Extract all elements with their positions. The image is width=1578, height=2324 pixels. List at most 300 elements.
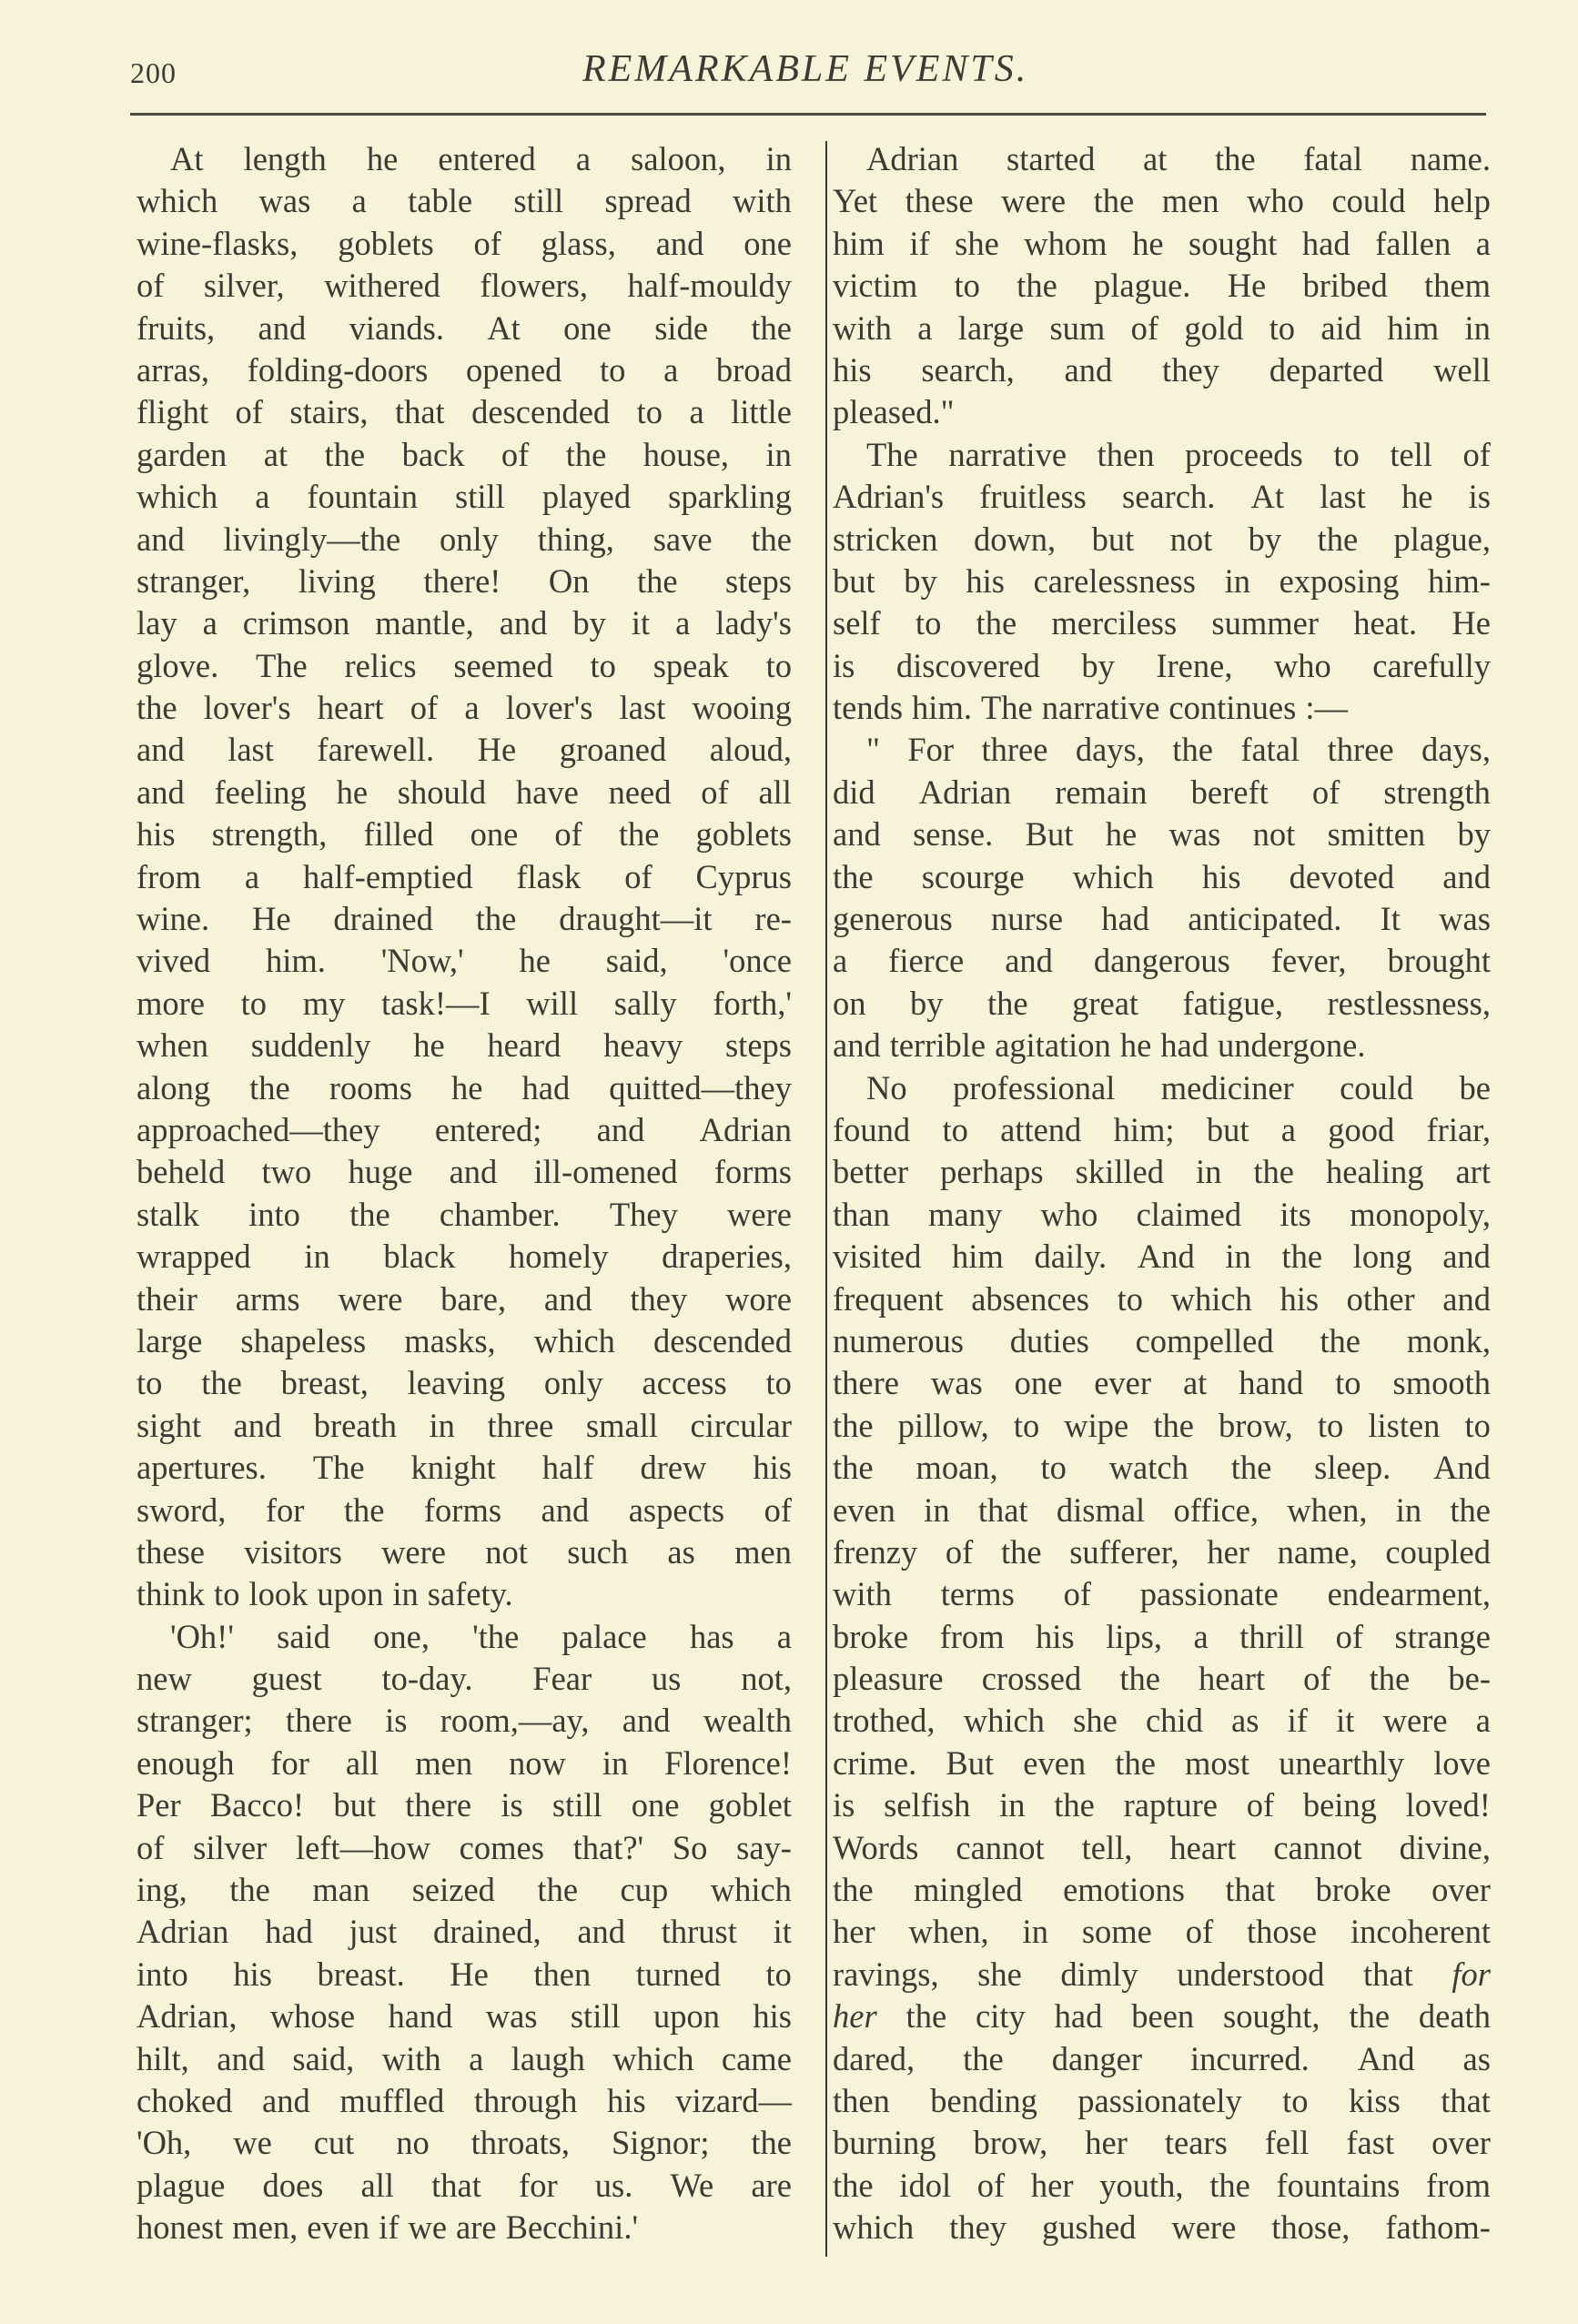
word: that [1363, 1955, 1413, 1993]
word: sword, [137, 1490, 227, 1529]
word: help [1433, 182, 1491, 220]
word: the [1349, 1997, 1391, 2036]
word: shapeless [240, 1321, 367, 1359]
word: But [1025, 815, 1074, 854]
word: along [137, 1068, 211, 1106]
word: kiss [1348, 2081, 1401, 2119]
word: lover's [505, 689, 593, 727]
text-line [833, 1236, 1491, 1278]
word: fruitless [979, 478, 1087, 516]
word: was [1439, 900, 1491, 938]
word: a [1475, 224, 1491, 262]
word: On [548, 561, 590, 600]
word: in [1022, 1913, 1048, 1951]
word: heart [317, 689, 384, 727]
word: He [1452, 604, 1491, 642]
word: loved! [1405, 1786, 1491, 1824]
word: tears [1164, 2124, 1228, 2162]
word: had [1054, 1997, 1103, 2036]
word: came [721, 2039, 792, 2077]
word: over [1431, 1871, 1491, 1909]
word: mediciner [1160, 1068, 1294, 1106]
word: danger [1051, 2039, 1143, 2077]
word: her [833, 1997, 877, 2036]
word: It [1380, 900, 1401, 938]
word: generous [833, 900, 953, 938]
word: whose [269, 1997, 356, 2036]
word: :— [1305, 689, 1348, 727]
word: to [1464, 1406, 1491, 1444]
word: the [833, 1406, 874, 1444]
word: thrust [661, 1913, 737, 1951]
text-line [137, 1109, 792, 1151]
word: farewell. [317, 731, 435, 769]
word: his [137, 815, 176, 854]
word: but [833, 561, 875, 600]
word: undergone. [1217, 1026, 1366, 1065]
word: monk, [1406, 1321, 1491, 1359]
word: understood [1177, 1955, 1325, 1993]
word: stranger, [137, 561, 251, 600]
text-line [833, 1278, 1491, 1320]
word: which [710, 1871, 792, 1909]
word: one [563, 308, 612, 347]
word: in [1195, 1153, 1222, 1191]
word: being [1302, 1786, 1377, 1824]
word: one [1014, 1364, 1063, 1402]
word: narrative [1041, 689, 1160, 727]
word: fatigue, [1182, 984, 1284, 1022]
word: to [137, 1364, 163, 1402]
word: men [734, 1532, 792, 1571]
word: but [1206, 1110, 1249, 1148]
word: of [235, 393, 263, 431]
word: a [917, 308, 933, 347]
word: the [963, 2039, 1004, 2077]
word: At [1250, 478, 1284, 516]
word: and [577, 1913, 626, 1951]
word: the [987, 984, 1028, 1022]
word: look [248, 1575, 309, 1613]
word: by [910, 984, 944, 1022]
word: the [324, 435, 366, 473]
word: into [137, 1955, 188, 1993]
word: love [1433, 1743, 1491, 1782]
word: a [663, 350, 679, 389]
word: which [963, 1702, 1045, 1740]
word: were [727, 1195, 792, 1233]
word: was [930, 1364, 983, 1402]
word: men [1161, 182, 1219, 220]
word: and [1442, 857, 1491, 895]
word: last [228, 731, 274, 769]
text-line [833, 308, 1491, 349]
word: were [1382, 1702, 1448, 1740]
word: self [833, 604, 881, 642]
word: Adrian [699, 1110, 792, 1148]
word: well [1433, 350, 1491, 389]
word: think [137, 1575, 206, 1613]
word: fallen [1375, 224, 1452, 262]
word: merciless [1051, 604, 1178, 642]
word: hilt, [137, 2039, 189, 2077]
word: her [1030, 2166, 1074, 2204]
word: drew [640, 1449, 707, 1487]
text-line [137, 1236, 792, 1278]
word: viands. [349, 308, 444, 347]
word: goblets [338, 224, 434, 262]
word: 'once [723, 942, 792, 980]
word: Signor; [611, 2124, 710, 2162]
word: safety. [427, 1575, 513, 1613]
word: youth, [1099, 2166, 1184, 2204]
text-line [137, 772, 792, 813]
word: large [957, 308, 1025, 347]
word: bare, [440, 1279, 507, 1318]
word: name. [1410, 140, 1491, 177]
word: incurred. [1190, 2039, 1310, 2077]
word: these [137, 1532, 205, 1571]
word: the [1000, 1532, 1042, 1571]
word: Words [833, 1828, 919, 1866]
word: scourge [921, 857, 1025, 895]
word: could [1340, 1068, 1414, 1106]
word: gold [1184, 308, 1244, 347]
word: 'Oh, [137, 2124, 192, 2162]
word: Adrian [918, 773, 1012, 811]
word: if [379, 2208, 400, 2247]
word: and [1005, 942, 1053, 980]
text-line [137, 1743, 792, 1784]
text-line [833, 1067, 1491, 1109]
word: down, [973, 520, 1057, 558]
word: the [201, 1364, 242, 1402]
word: the [905, 1997, 947, 2036]
word: if [909, 224, 930, 262]
word: by [904, 561, 937, 600]
text-line [833, 1869, 1491, 1911]
word: the [565, 435, 607, 473]
word: and [262, 2081, 310, 2119]
word: to [765, 646, 792, 684]
word: his [1280, 1279, 1320, 1318]
word: to [1333, 435, 1360, 473]
word: even [833, 1490, 895, 1529]
word: from [939, 1617, 1005, 1655]
text-line [833, 1109, 1491, 1151]
word: he [1132, 224, 1164, 262]
text-line [833, 1784, 1491, 1826]
word: length [243, 140, 327, 177]
word: the [833, 1449, 874, 1487]
word: cannot [1273, 1828, 1362, 1866]
word: those, [1271, 2208, 1350, 2247]
text-line [833, 265, 1491, 307]
word: suddenly [250, 1026, 371, 1065]
word: guest [251, 1660, 322, 1698]
word: with [833, 1575, 892, 1613]
word: a [351, 182, 367, 220]
word: the [349, 1195, 390, 1233]
word: half-emptied [302, 857, 473, 895]
word: other [1346, 1279, 1415, 1318]
word: They [609, 1195, 678, 1233]
word: of [764, 1490, 792, 1529]
word: strange [1394, 1617, 1491, 1655]
word: him [833, 224, 885, 262]
word: forms [423, 1490, 502, 1529]
word: of [1185, 1913, 1214, 1951]
word: even [1023, 1743, 1087, 1782]
text-line [137, 1658, 792, 1700]
word: quitted—they [609, 1068, 792, 1106]
word: cut [313, 2124, 355, 2162]
page-number: 200 [130, 56, 177, 89]
word: strength [1383, 773, 1491, 811]
word: terms [940, 1575, 1015, 1613]
word: men, [232, 2208, 298, 2247]
text-line [137, 898, 792, 940]
word: we [233, 2124, 272, 2162]
text-line [137, 940, 792, 982]
word: bending [930, 2081, 1037, 2119]
word: with [733, 182, 792, 220]
word: room,—ay, [440, 1702, 590, 1740]
word: For [907, 731, 955, 769]
text-line [137, 1827, 792, 1869]
word: him; [1113, 1110, 1175, 1148]
word: the [1230, 1449, 1272, 1487]
word: entered [438, 140, 536, 177]
word: hand [388, 1997, 453, 2036]
text-line [137, 729, 792, 771]
word: his [607, 2081, 646, 2119]
word: have [515, 773, 579, 811]
word: knight [410, 1449, 496, 1487]
word: drained, [433, 1913, 541, 1951]
word: the [1320, 1321, 1361, 1359]
word: At [487, 308, 521, 347]
word: strength, [211, 815, 328, 854]
word: trothed, [833, 1702, 936, 1740]
text-line [833, 561, 1491, 602]
word: He [1227, 267, 1267, 305]
word: is [501, 1786, 523, 1824]
word: wrapped [137, 1238, 251, 1276]
word: over [1431, 2124, 1491, 2162]
word: goblet [708, 1786, 792, 1824]
word: the [636, 561, 678, 600]
word: him- [1428, 561, 1491, 600]
word: of [976, 2166, 1006, 2204]
word: breast. [317, 1955, 405, 1993]
word: his [233, 1955, 272, 1993]
word: just [349, 1913, 398, 1951]
word: not [1252, 815, 1296, 854]
word: pleasure [833, 1660, 944, 1698]
word: descended [471, 393, 611, 431]
word: dared, [833, 2039, 915, 2077]
word: the [475, 900, 517, 938]
word: they [630, 1279, 688, 1318]
word: been [1131, 1997, 1195, 2036]
word: restlessness, [1327, 984, 1491, 1022]
word: in [999, 1786, 1026, 1824]
word: seemed [453, 646, 553, 684]
word: who [1040, 1195, 1098, 1233]
word: heat. [1353, 604, 1418, 642]
word: and [258, 308, 307, 347]
word: new [137, 1660, 192, 1698]
word: exposing [1279, 561, 1400, 600]
word: started [1006, 140, 1096, 177]
word: his [1201, 857, 1241, 895]
word: as [1231, 1702, 1259, 1740]
word: flask [516, 857, 582, 895]
word: And [1137, 1238, 1195, 1276]
word: huge [348, 1153, 413, 1191]
text-line [137, 1784, 792, 1826]
word: opened [466, 350, 562, 389]
word: Adrian's [833, 478, 945, 516]
word: the [976, 604, 1017, 642]
word: duties [1009, 1321, 1089, 1359]
word: chid [1145, 1702, 1203, 1740]
word: for [1452, 1955, 1491, 1993]
word: brow, [973, 2124, 1048, 2162]
text-line [137, 1700, 792, 1742]
word: such [567, 1532, 629, 1571]
word: that [394, 393, 445, 431]
word: and [622, 1702, 671, 1740]
word: to [1269, 308, 1296, 347]
word: to [1117, 1279, 1143, 1318]
word: silver, [203, 267, 285, 305]
word: found [833, 1110, 911, 1148]
word: he [1401, 478, 1433, 516]
word: their [137, 1279, 197, 1318]
word: Bacco! [209, 1786, 305, 1824]
text-line [137, 2038, 792, 2080]
word: Adrian [137, 1913, 229, 1951]
text-line [137, 1278, 792, 1320]
word: the [1115, 1743, 1156, 1782]
text-line [833, 1405, 1491, 1447]
word: by [1457, 815, 1491, 854]
word: from [1426, 2166, 1491, 2204]
word: her [833, 1913, 875, 1951]
text-line [137, 1490, 792, 1531]
text-line [833, 2207, 1491, 2248]
word: the [1215, 140, 1256, 177]
text-line [137, 1531, 792, 1573]
word: heart [1169, 1828, 1237, 1866]
word: a [244, 857, 260, 895]
word: broke [833, 1617, 909, 1655]
word: was [1168, 815, 1221, 854]
word: half-mouldy [627, 267, 792, 305]
word: arms [235, 1279, 300, 1318]
text-line [833, 687, 1491, 729]
word: for [270, 1743, 309, 1782]
word: a [1193, 1617, 1209, 1655]
word: he [519, 942, 551, 980]
word: art [1455, 1153, 1491, 1191]
word: as [1462, 2039, 1491, 2077]
word: apertures. [137, 1449, 267, 1487]
word: more [137, 984, 205, 1022]
word: 'the [472, 1617, 520, 1655]
word: turned [635, 1955, 721, 1993]
word: summer [1211, 604, 1320, 642]
word: but [333, 1786, 377, 1824]
word: stranger; [137, 1702, 253, 1740]
word: all [345, 1743, 379, 1782]
word: in [304, 1238, 330, 1276]
word: frenzy [833, 1532, 918, 1571]
word: attend [1000, 1110, 1082, 1148]
word: at [1182, 1364, 1208, 1402]
word: his [966, 561, 1005, 600]
word: coupled [1385, 1532, 1491, 1571]
word: his [753, 1449, 792, 1487]
word: still [513, 182, 564, 220]
word: there [285, 1702, 352, 1740]
word: the [1153, 1406, 1194, 1444]
text-line [137, 1067, 792, 1109]
word: devoted [1289, 857, 1395, 895]
text-line [833, 1447, 1491, 1489]
word: plague [137, 2166, 226, 2204]
word: enough [137, 1743, 235, 1782]
word: spread [604, 182, 692, 220]
word: departed [1269, 350, 1384, 389]
word: one, [373, 1617, 430, 1655]
word: that [431, 2166, 481, 2204]
word: sufferer, [1069, 1532, 1179, 1571]
word: masks, [404, 1321, 496, 1359]
word: is [1468, 478, 1491, 516]
word: office, [1173, 1490, 1259, 1529]
word: flight [137, 393, 209, 431]
word: search, [921, 350, 1015, 389]
word: he [413, 1026, 445, 1065]
word: he [451, 1068, 483, 1106]
word: And [1433, 1449, 1491, 1487]
word: and [137, 773, 185, 811]
word: who [1273, 646, 1331, 684]
word: one [743, 224, 792, 262]
text-line [833, 476, 1491, 518]
word: " [866, 731, 880, 769]
text-line [137, 1869, 792, 1911]
word: his [753, 1997, 792, 2036]
word: filled [363, 815, 434, 854]
left-column [137, 138, 792, 2249]
word: But [946, 1743, 995, 1782]
word: arras, [137, 350, 210, 389]
word: is [833, 1786, 855, 1824]
word: remain [1055, 773, 1148, 811]
word: many [928, 1195, 1003, 1233]
word: tell [1390, 435, 1432, 473]
word: ill-omened [533, 1153, 678, 1191]
text-line [137, 561, 792, 602]
text-line [833, 2165, 1491, 2207]
word: in [429, 1406, 455, 1444]
word: he [1105, 815, 1138, 854]
word: steps [724, 1026, 792, 1065]
